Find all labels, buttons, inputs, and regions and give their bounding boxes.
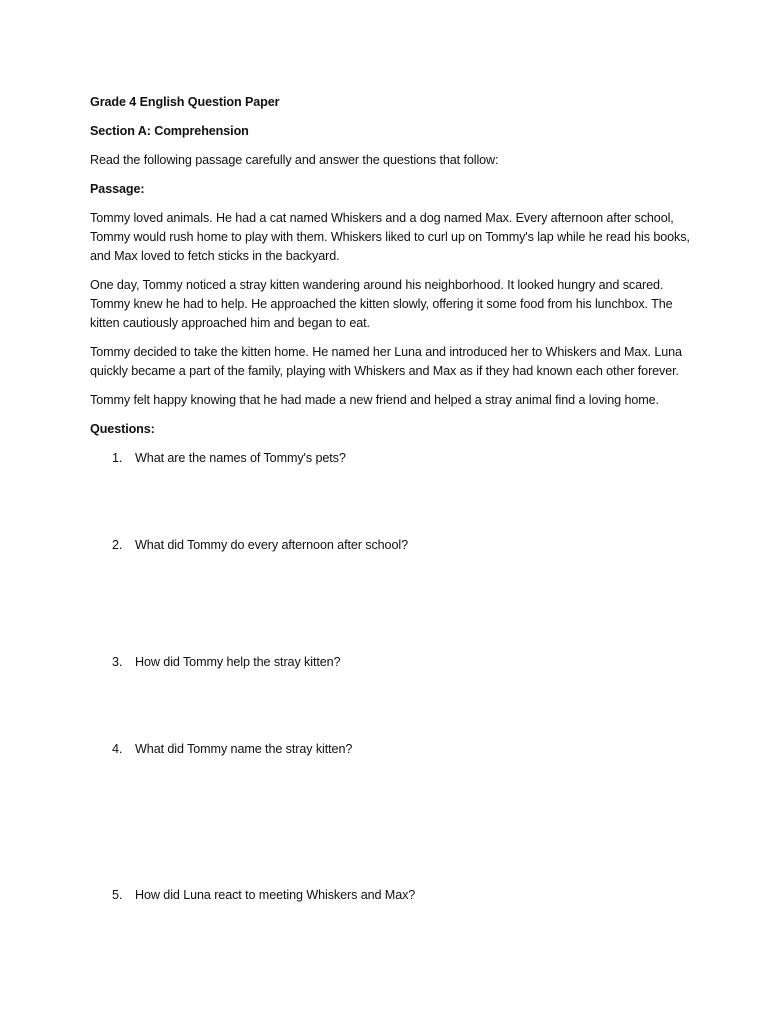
question-number: 1. xyxy=(112,451,123,465)
questions-list xyxy=(90,449,690,905)
question-number: 4. xyxy=(112,742,123,756)
question-text: What did Tommy do every afternoon after school? xyxy=(135,538,408,552)
passage-paragraph-3: Tommy decided to take the kitten home. He named her Luna and introduced her to Whiskers and Max. Luna quickly became a part of the family, playing with Whiskers and Max as if they had known each other forever. xyxy=(90,345,682,378)
question-number: 5. xyxy=(112,888,123,902)
question-item xyxy=(90,536,690,555)
page-title: Grade 4 English Question Paper xyxy=(90,95,280,109)
passage-label: Passage: xyxy=(90,182,145,196)
passage-paragraph-2: One day, Tommy noticed a stray kitten wandering around his neighborhood. It looked hungry and scared. Tommy knew he had to help. He approached the kitten slowly, offering it some food from his lunchbox. The kitten cautiously approached him and began to eat. xyxy=(90,278,673,330)
document-page xyxy=(90,93,690,905)
passage-paragraph-4: Tommy felt happy knowing that he had made a new friend and helped a stray animal find a loving home. xyxy=(90,393,659,407)
question-number: 3. xyxy=(112,655,123,669)
section-heading: Section A: Comprehension xyxy=(90,124,249,138)
question-text: How did Luna react to meeting Whiskers and Max? xyxy=(135,888,416,902)
question-text: What did Tommy name the stray kitten? xyxy=(135,742,353,756)
question-item xyxy=(90,449,690,468)
question-number: 2. xyxy=(112,538,123,552)
passage-paragraph-1: Tommy loved animals. He had a cat named Whiskers and a dog named Max. Every afternoon after school, Tommy would rush home to play with them. Whiskers liked to curl up on Tommy's lap while he read his books, and Max loved to fetch sticks in the backyard. xyxy=(90,211,690,263)
question-item xyxy=(90,740,690,759)
question-text: What are the names of Tommy's pets? xyxy=(135,451,346,465)
question-text: How did Tommy help the stray kitten? xyxy=(135,655,341,669)
instruction-text: Read the following passage carefully and answer the questions that follow: xyxy=(90,153,499,167)
question-item xyxy=(90,653,690,672)
questions-label: Questions: xyxy=(90,422,155,436)
question-item xyxy=(90,886,690,905)
